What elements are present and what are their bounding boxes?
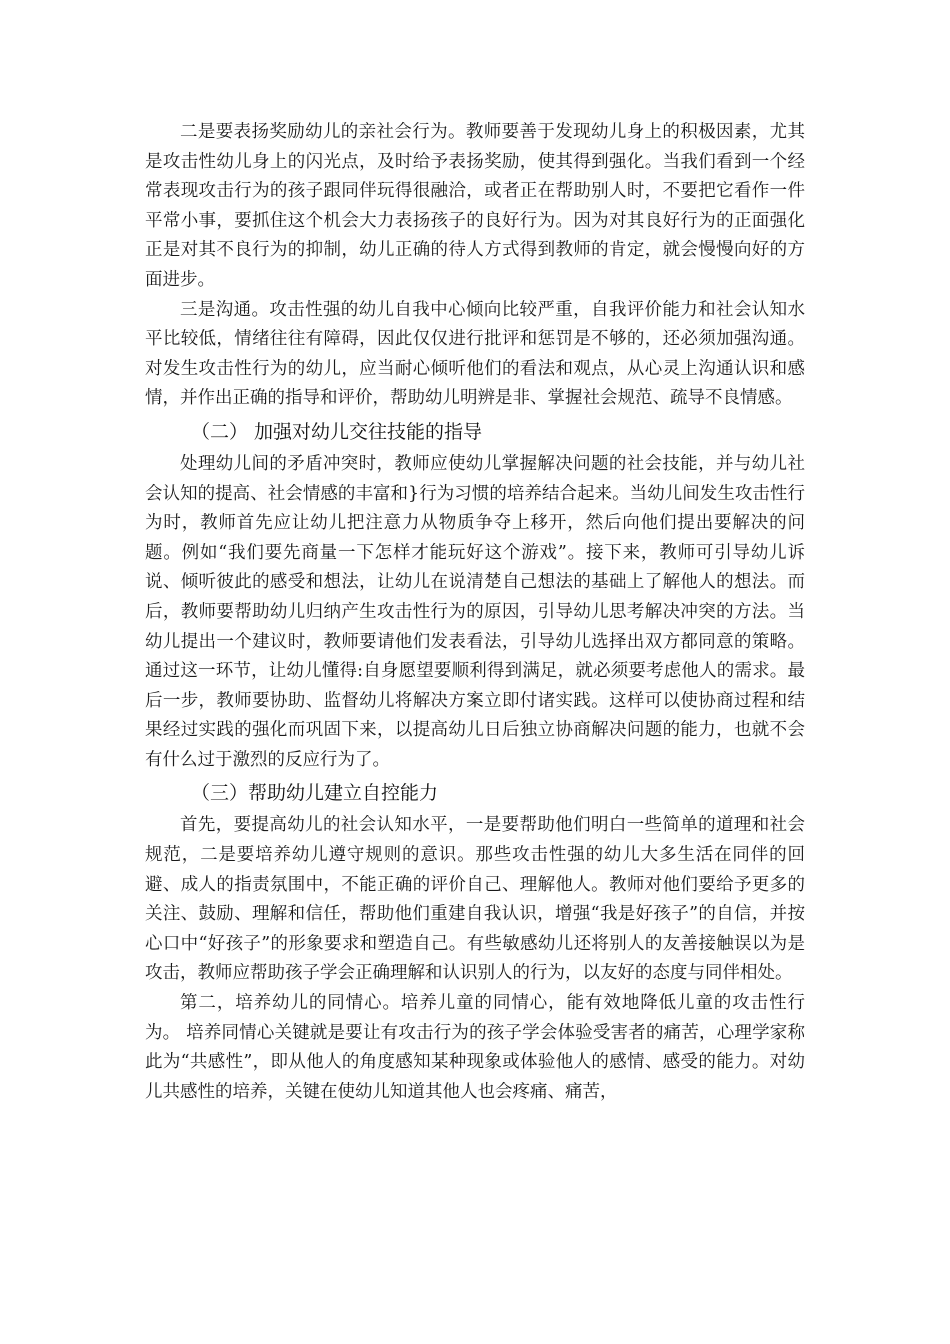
section-heading-3: （三）帮助幼儿建立自控能力 [191,782,439,805]
paragraph-praise-prosocial: 二是要表扬奖励幼儿的亲社会行为。教师要善于发现幼儿身上的积极因素，尤其是攻击性幼儿身上的闪光点，及时给予表扬奖励，使其得到强化。当我们看到一个经常表现攻击行为的孩子跟同伴玩得很融洽，或者正在帮助别人时，不要把它看作一件平常小事，要抓住这个机会大力表扬孩子的良好行为。因为对其良好行为的正面强化正是对其不良行为的抑制，幼儿正确的待人方式得到教师的肯定，就会慢慢向好的方面进步。 [145,122,805,290]
paragraph-social-cognition: 首先，要提高幼儿的社会认知水平，一是要帮助他们明白一些简单的道理和社会规范，二是要培养幼儿遵守规则的意识。那些攻击性强的幼儿大多生活在同伴的回避、成人的指责氛围中，不能正确的评价自己、理解他人。教师对他们要给予更多的关注、鼓励、理解和信任，帮助他们重建自我认识，增强“我是好孩子”的自信，并按心口中“好孩子”的形象要求和塑造自己。有些敏感幼儿还将别人的友善接触误以为是攻击，教师应帮助孩子学会正确理解和认识别人的行为，以友好的态度与同伴相处。 [145,815,805,984]
section-heading-2: （二） 加强对幼儿交往技能的指导 [191,420,483,443]
paragraph-empathy: 第二，培养幼儿的同情心。培养儿童的同情心，能有效地降低儿童的攻击性行为。 培养同情心关键就是要让有攻击行为的孩子学会体验受害者的痛苦，心理学家称此为“共感性”，即从他人的角度感知某种现象或体验他人的感情、感受的能力。对幼儿共感性的培养，关键在使幼儿知道其他人也会疼痛、痛苦， [145,993,805,1102]
paragraph-social-skills: 处理幼儿间的矛盾冲突时，教师应使幼儿掌握解决问题的社会技能，并与幼儿社会认知的提高、社会情感的丰富和}行为习惯的培养结合起来。当幼儿间发生攻击性行为时，教师首先应让幼儿把注意力从物质争夺上移开，然后向他们提出要解决的问题。例如“我们要先商量一下怎样才能玩好这个游戏”。接下来，教师可引导幼儿诉说、倾听彼此的感受和想法，让幼儿在说清楚自己想法的基础上了解他人的想法。而后，教师要帮助幼儿归纳产生攻击性行为的原因，引导幼儿思考解决冲突的方法。当幼儿提出一个建议时，教师要请他们发表看法，引导幼儿选择出双方都同意的策略。通过这一环节，让幼儿懂得:自身愿望要顺利得到满足，就必须要考虑他人的需求。最后一步，教师要协助、监督幼儿将解决方案立即付诸实践。这样可以使协商过程和结果经过实践的强化而巩固下来，以提高幼儿日后独立协商解决问题的能力，也就不会有什么过于激烈的反应行为了。 [145,453,805,770]
paragraph-communication: 三是沟通。攻击性强的幼儿自我中心倾向比较严重，自我评价能力和社会认知水平比较低，情绪往往有障碍，因此仅仅进行批评和惩罚是不够的，还必须加强沟通。对发生攻击性行为的幼儿，应当耐心倾听他们的看法和观点，从心灵上沟通认识和感情，并作出正确的指导和评价，帮助幼儿明辨是非、掌握社会规范、疏导不良情感。 [145,299,805,409]
document-page [145,118,805,1107]
